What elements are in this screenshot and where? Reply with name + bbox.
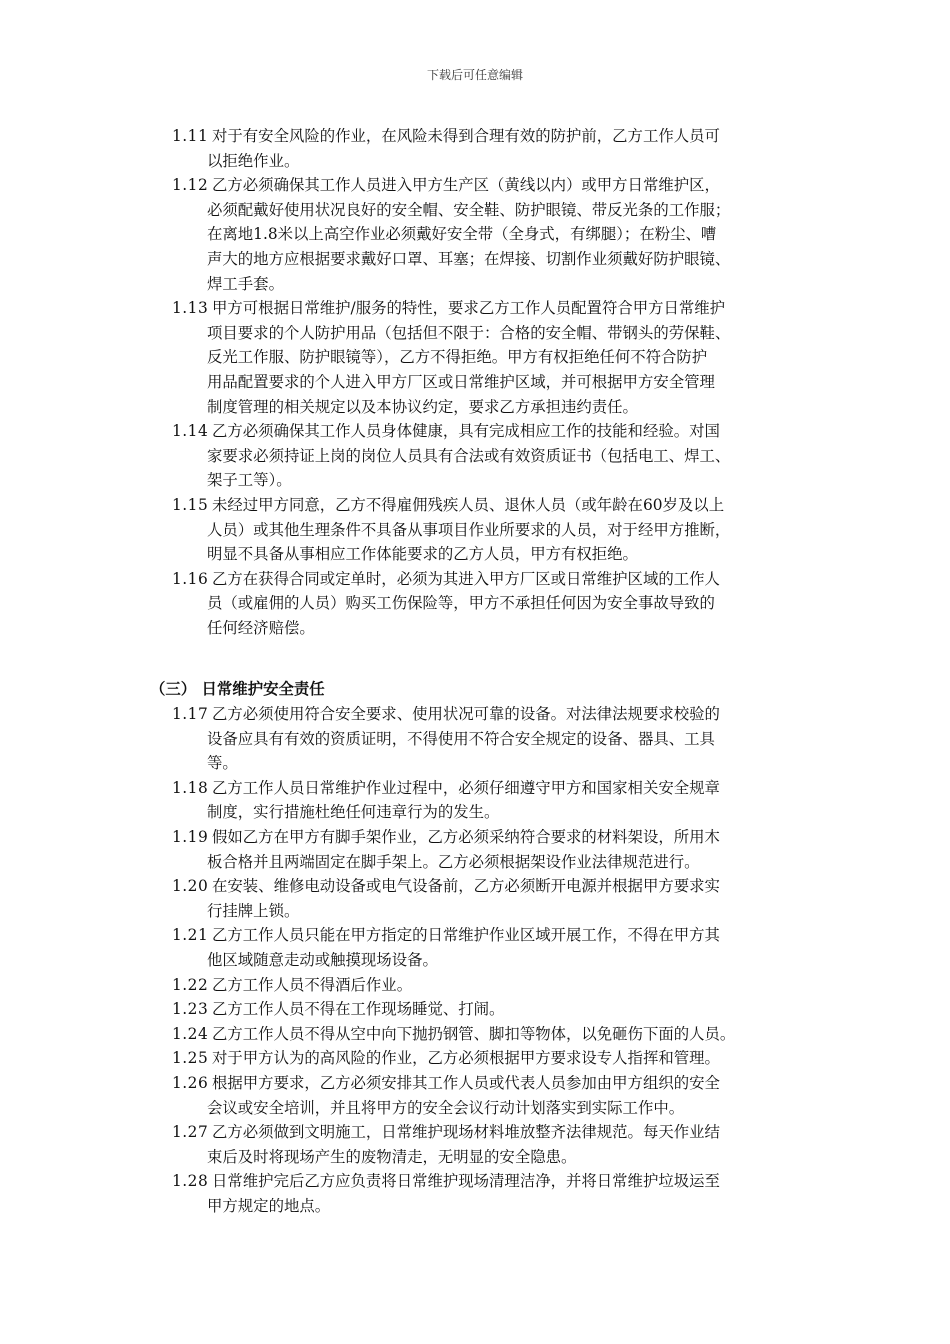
clause-text-line: 用品配置要求的个人进入甲方厂区或日常维护区域，并可根据甲方安全管理 [207, 372, 715, 391]
clause-text-line: 他区域随意走动或触摸现场设备。 [207, 951, 438, 969]
clause-text-line: 任何经济赔偿。 [207, 618, 315, 637]
clause-text-line: 乙方工作人员日常维护作业过程中，必须仔细遵守甲方和国家相关安全规章 [212, 778, 720, 797]
clause-text-line: 人员）或其他生理条件不具备从事项目作业所要求的人员，对于经甲方推断， [207, 520, 731, 539]
page-header: 下载后可任意编辑 [426, 68, 523, 82]
clause-number: 1.26 [172, 1073, 209, 1092]
clause-number: 1.28 [172, 1172, 209, 1191]
clause-number: 1.24 [172, 1024, 209, 1043]
clause-item [172, 825, 800, 874]
clause-number: 1.19 [172, 828, 209, 847]
clause-number: 1.13 [172, 299, 209, 318]
clause-text-line: 在离地1.8米以上高空作业必须戴好安全带（全身式，有绑腿）；在粉尘、嘈 [207, 225, 717, 244]
clause-text-line: 乙方必须使用符合安全要求、使用状况可靠的设备。对法律法规要求校验的 [212, 705, 720, 724]
clause-text-line: 乙方工作人员不得酒后作业。 [212, 975, 413, 994]
clause-text-line: 假如乙方在甲方有脚手架作业，乙方必须采纳符合要求的材料架设，所用木 [212, 828, 720, 847]
clause-item [172, 567, 800, 641]
clause-item [172, 173, 800, 296]
clause-text-line: 乙方必须确保其工作人员身体健康，具有完成相应工作的技能和经验。对国 [212, 422, 720, 441]
clause-item [172, 973, 800, 998]
clause-text-line: 板合格并且两端固定在脚手架上。乙方必须根据架设作业法律规范进行。 [207, 852, 700, 871]
clause-text-line: 制度，实行措施杜绝任何违章行为的发生。 [207, 803, 500, 822]
clause-text-line: 反光工作服、防护眼镜等），乙方不得拒绝。甲方有权拒绝任何不符合防护 [207, 348, 708, 367]
clause-item [172, 124, 800, 173]
clause-text-line: 乙方工作人员不得从空中向下抛扔钢管、脚扣等物体，以免砸伤下面的人员。 [212, 1024, 736, 1043]
clause-text-line: 员（或雇佣的人员）购买工伤保险等，甲方不承担任何因为安全事故导致的 [207, 594, 715, 613]
clause-number: 1.14 [172, 422, 209, 441]
clause-text-line: 架子工等）。 [207, 471, 292, 490]
clause-text-line: 会议或安全培训，并且将甲方的安全会议行动计划落实到实际工作中。 [207, 1098, 685, 1117]
clause-item [172, 1120, 800, 1169]
clause-item [172, 493, 800, 567]
document-body [0, 124, 950, 1219]
clause-number: 1.25 [172, 1049, 209, 1068]
clause-text-line: 必须配戴好使用状况良好的安全帽、安全鞋、防护眼镜、带反光条的工作服； [207, 200, 731, 219]
clause-text-line: 甲方规定的地点。 [207, 1196, 331, 1215]
clause-text-line: 项目要求的个人防护用品（包括但不限于：合格的安全帽、带钢头的劳保鞋、 [207, 323, 731, 342]
clause-number: 1.11 [172, 127, 209, 145]
clause-item [172, 419, 800, 493]
clause-text-line: 乙方必须做到文明施工，日常维护现场材料堆放整齐法律规范。每天作业结 [212, 1123, 720, 1142]
clause-number: 1.21 [172, 926, 209, 945]
clause-item [172, 923, 800, 972]
clause-text-line: 对于甲方认为的高风险的作业，乙方必须根据甲方要求设专人指挥和管理。 [212, 1049, 720, 1068]
clause-text-line: 焊工手套。 [207, 274, 284, 293]
clause-text-line: 对于有安全风险的作业，在风险未得到合理有效的防护前，乙方工作人员可 [212, 127, 720, 145]
clause-number: 1.20 [172, 877, 209, 896]
clause-text-line: 设备应具有有效的资质证明，不得使用不符合安全规定的设备、器具、工具 [207, 729, 715, 748]
clause-number: 1.22 [172, 975, 209, 994]
clause-text-line: 日常维护完后乙方应负责将日常维护现场清理洁净，并将日常维护垃圾运至 [212, 1172, 720, 1191]
clause-text-line: 未经过甲方同意，乙方不得雇佣残疾人员、退休人员（或年龄在60岁及以上 [212, 495, 725, 514]
clause-text-line: 甲方可根据日常维护/服务的特性，要求乙方工作人员配置符合甲方日常维护 [212, 299, 726, 318]
clause-number: 1.15 [172, 495, 209, 514]
clause-list-maintenance [0, 702, 950, 1218]
clause-text-line: 声大的地方应根据要求戴好口罩、耳塞；在焊接、切割作业须戴好防护眼镜、 [207, 249, 731, 268]
clause-list-general [0, 124, 950, 640]
clause-text-line: 乙方工作人员只能在甲方指定的日常维护作业区域开展工作，不得在甲方其 [212, 926, 720, 945]
clause-item [172, 874, 800, 923]
clause-number: 1.16 [172, 569, 209, 588]
clause-text-line: 制度管理的相关规定以及本协议约定，要求乙方承担违约责任。 [207, 397, 638, 416]
clause-text-line: 乙方必须确保其工作人员进入甲方生产区（黄线以内）或甲方日常维护区， [212, 176, 720, 195]
clause-item [172, 1022, 800, 1047]
clause-text-line: 束后及时将现场产生的废物清走，无明显的安全隐患。 [207, 1147, 577, 1166]
clause-item [172, 1071, 800, 1120]
clause-item [172, 1046, 800, 1071]
clause-text-line: 明显不具备从事相应工作体能要求的乙方人员，甲方有权拒绝。 [207, 545, 638, 564]
clause-number: 1.18 [172, 778, 209, 797]
clause-text-line: 以拒绝作业。 [207, 151, 300, 170]
clause-number: 1.17 [172, 705, 209, 724]
clause-text-line: 等。 [207, 754, 238, 773]
clause-item [172, 1169, 800, 1218]
section-heading: （三） 日常维护安全责任 [150, 680, 325, 699]
clause-text-line: 行挂牌上锁。 [207, 901, 300, 920]
clause-text-line: 乙方工作人员不得在工作现场睡觉、打闹。 [212, 1000, 505, 1019]
clause-item [172, 702, 800, 776]
clause-item [172, 296, 800, 419]
clause-number: 1.12 [172, 176, 209, 195]
clause-number: 1.27 [172, 1123, 209, 1142]
clause-item [172, 776, 800, 825]
clause-text-line: 乙方在获得合同或定单时，必须为其进入甲方厂区或日常维护区域的工作人 [212, 569, 720, 588]
clause-number: 1.23 [172, 1000, 209, 1019]
clause-text-line: 在安装、维修电动设备或电气设备前，乙方必须断开电源并根据甲方要求实 [212, 877, 720, 896]
clause-item [172, 997, 800, 1022]
clause-text-line: 根据甲方要求，乙方必须安排其工作人员或代表人员参加由甲方组织的安全 [212, 1073, 720, 1092]
clause-text-line: 家要求必须持证上岗的岗位人员具有合法或有效资质证书（包括电工、焊工、 [207, 446, 731, 465]
